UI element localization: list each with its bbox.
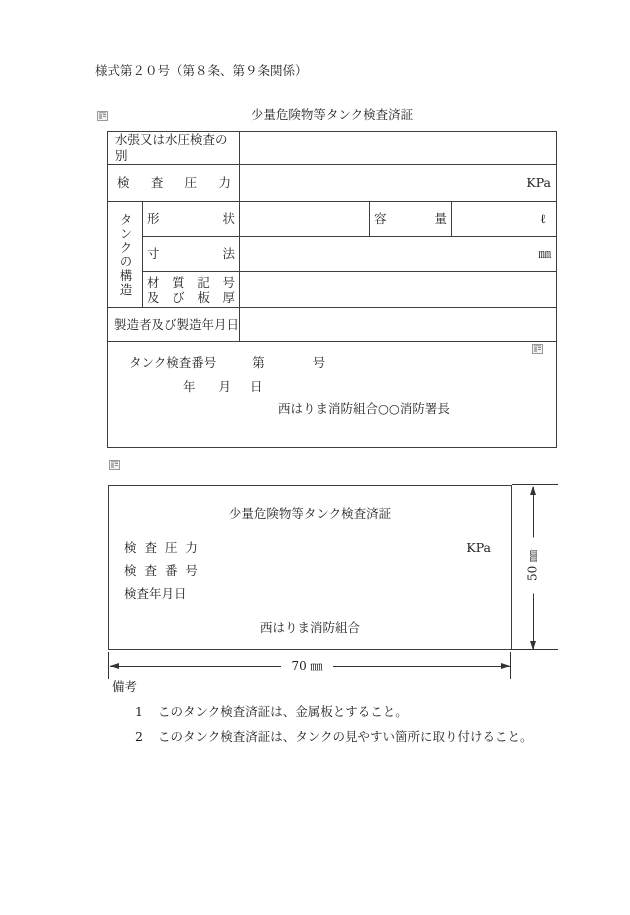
- width-dim-label: 70 ㎜: [281, 659, 333, 675]
- seal-stamp-icon: [532, 344, 543, 354]
- dim-dropline-right: [510, 652, 511, 679]
- shape-label: 形 状: [143, 202, 239, 236]
- remark-number: 2: [135, 729, 143, 744]
- number-prefix: 第: [252, 355, 265, 370]
- certificate-plate: [108, 485, 512, 650]
- plate-pressure-row: [109, 540, 511, 556]
- water-test-value: [240, 132, 556, 164]
- plate-date-label: 検査年月日: [124, 586, 187, 601]
- plate-issuer: 西はりま消防組合: [259, 620, 360, 635]
- shape-value: [240, 202, 369, 236]
- remark-number: 1: [135, 704, 143, 719]
- height-dim-label: 50 ㎜: [526, 538, 541, 594]
- plate-pressure-label: 検 査 圧 力: [124, 540, 200, 555]
- structure-group-label: タンクの構造: [118, 212, 133, 297]
- back-marker-icon: [109, 460, 120, 470]
- year-label: 年: [183, 379, 196, 394]
- certificate-footer: [108, 342, 556, 447]
- arrow-up-icon: [530, 486, 536, 495]
- structure-group-cell: [108, 202, 142, 307]
- plate-pressure-unit: KPa: [466, 540, 491, 555]
- remark-text: このタンク検査済証は、金属板とすること。: [158, 704, 408, 719]
- pressure-label: 検 査 圧 力: [108, 165, 239, 201]
- remark-text: このタンク検査済証は、タンクの見やすい箇所に取り付けること。: [158, 729, 533, 744]
- capacity-unit: ℓ: [452, 202, 556, 236]
- inspection-number-line: [129, 355, 556, 371]
- water-test-label: 水張又は水圧検査の別: [108, 132, 239, 164]
- plate-date-row: [109, 586, 511, 602]
- number-suffix: 号: [312, 355, 326, 370]
- material-value: [240, 272, 556, 307]
- dim-dropline-left: [108, 652, 109, 679]
- dimension-unit: ㎜: [240, 237, 556, 271]
- manufacturer-label: 製造者及び製造年月日: [108, 308, 239, 341]
- pressure-unit: KPa: [240, 165, 556, 201]
- issuer-name: 西はりま消防組合○○消防署長: [278, 401, 450, 416]
- day-label: 日: [250, 379, 263, 394]
- material-label-cell: [143, 272, 239, 307]
- arrow-right-icon: [501, 663, 510, 669]
- inspection-detail-table: [107, 131, 557, 448]
- arrow-down-icon: [530, 641, 536, 650]
- capacity-label: 容 量: [370, 202, 451, 236]
- date-line: [183, 379, 556, 395]
- certificate-title: 少量危険物等タンク検査済証: [250, 107, 414, 122]
- form-number: 様式第２０号（第８条、第９条関係）: [95, 63, 308, 78]
- plate-number-row: [109, 563, 511, 579]
- remark-item: [135, 703, 592, 720]
- plate-number-label: 検 査 番 号: [124, 563, 200, 578]
- manufacturer-value: [240, 308, 556, 341]
- material-label-line1: 材 質 記 号: [147, 274, 235, 290]
- issuer-line: [278, 401, 556, 417]
- remarks-section: [112, 679, 592, 745]
- remark-item: [135, 728, 592, 745]
- month-label: 月: [218, 379, 232, 394]
- dim-extension-top: [512, 484, 558, 485]
- plate-title: 少量危険物等タンク検査済証: [228, 506, 392, 521]
- arrow-left-icon: [110, 663, 119, 669]
- remarks-heading: 備考: [112, 679, 138, 694]
- dimension-label: 寸 法: [143, 237, 239, 271]
- material-label-line2: 及 び 板 厚: [147, 289, 235, 305]
- inspection-number-label: タンク検査番号: [129, 355, 217, 370]
